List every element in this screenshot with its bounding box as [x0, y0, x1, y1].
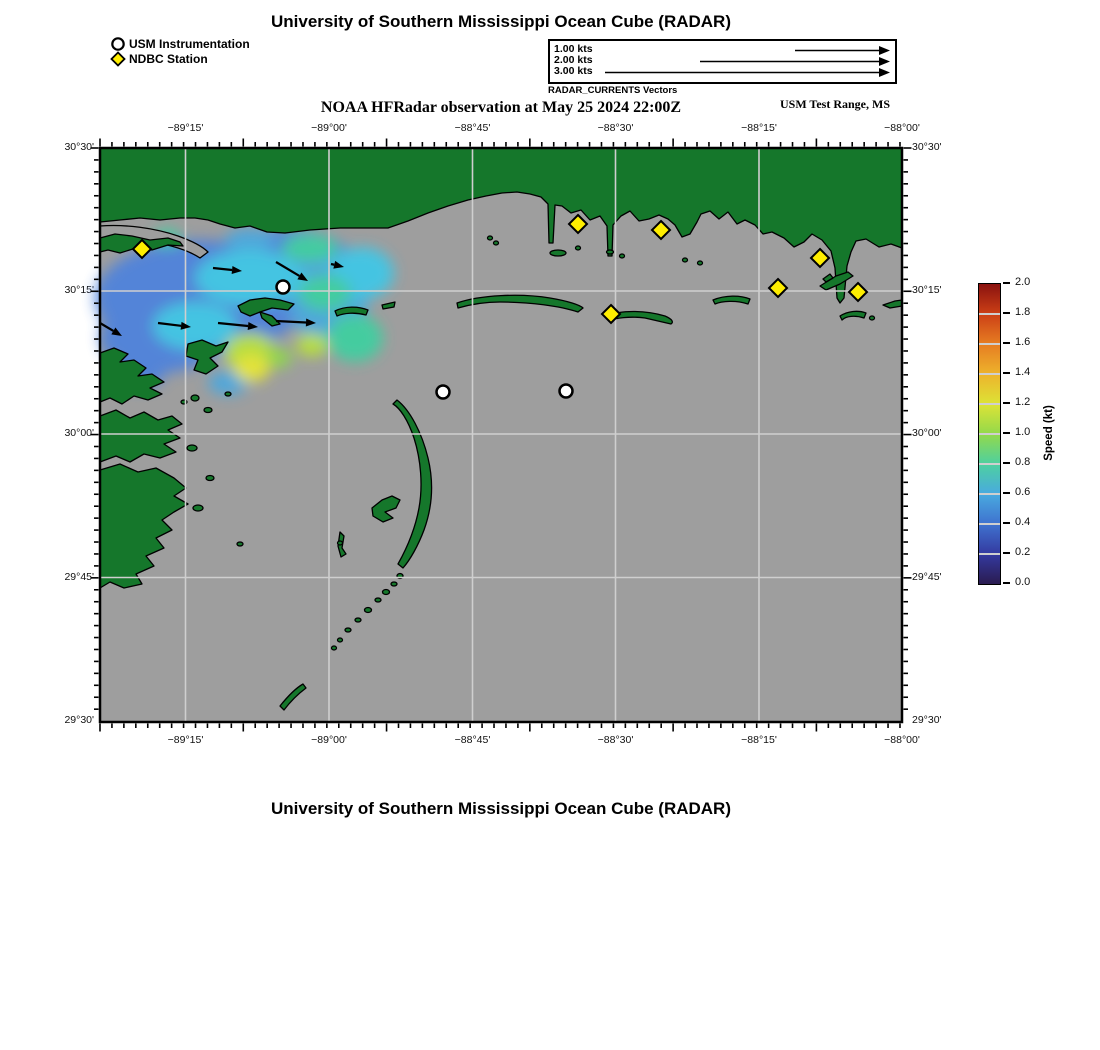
vector-scale-caption: RADAR_CURRENTS Vectors [548, 85, 678, 96]
land-marsh-3 [100, 410, 182, 462]
lon-label-bottom: −89°00' [311, 734, 347, 746]
colorbar [978, 283, 1001, 585]
page-title-bottom: University of Southern Mississippi Ocean Cube (RADAR) [270, 799, 731, 818]
vector-scale-3kt: 3.00 kts [554, 65, 593, 77]
colorbar-level-line [979, 403, 1000, 405]
lat-label-left: 29°45' [64, 570, 94, 583]
colorbar-tick-label: 2.0 [1015, 276, 1031, 288]
colorbar-tick-label: 1.6 [1015, 336, 1031, 348]
lat-label-right: 30°00' [912, 427, 942, 439]
ndbc-diamond-icon [110, 51, 127, 67]
lon-label-top: −88°15' [741, 122, 777, 134]
lat-label-right: 29°45' [912, 570, 942, 583]
usm-station-marker [437, 386, 450, 399]
colorbar-level-line [979, 313, 1000, 315]
colorbar-level-line [979, 373, 1000, 375]
colorbar-tick-label: 0.2 [1015, 546, 1031, 558]
colorbar-level-line [979, 463, 1000, 465]
colorbar-tick-label: 1.8 [1015, 306, 1031, 318]
vector-scale-box [548, 39, 897, 84]
colorbar-tick-label: 1.4 [1015, 366, 1031, 378]
station-legend [110, 36, 250, 66]
legend-row-ndbc [110, 51, 250, 66]
usm-circle-icon [110, 36, 127, 51]
colorbar-tick-label: 0.0 [1015, 576, 1031, 588]
vector-scale-2kt: 2.00 kts [554, 54, 593, 66]
colorbar-tick [1003, 402, 1010, 404]
lon-label-bottom: −88°30' [597, 734, 634, 746]
lat-label-right: 30°30' [912, 141, 942, 153]
colorbar-level-line [979, 553, 1000, 555]
lon-label-bottom: −88°00' [884, 734, 920, 746]
observation-subtitle: NOAA HFRadar observation at May 25 2024 22:00Z [320, 99, 682, 116]
colorbar-tick [1003, 312, 1010, 314]
vector-scale-arrows [550, 41, 895, 82]
lat-label-right: 29°30' [912, 713, 942, 726]
colorbar-tick-label: 0.4 [1015, 516, 1031, 528]
lat-label-right: 30°15' [912, 284, 942, 296]
colorbar-tick-label: 0.8 [1015, 456, 1031, 468]
colorbar-tick-label: 1.2 [1015, 396, 1031, 408]
lat-label-left: 29°30' [64, 713, 94, 726]
colorbar-tick [1003, 492, 1010, 494]
colorbar-tick [1003, 552, 1010, 554]
map-area [100, 148, 902, 722]
legend-label-usm: USM Instrumentation [129, 36, 250, 51]
colorbar-tick [1003, 342, 1010, 344]
usm-station-marker [560, 385, 573, 398]
colorbar-tick [1003, 522, 1010, 524]
lon-label-bottom: −88°15' [741, 734, 777, 746]
lon-label-top: −89°15' [167, 122, 204, 134]
legend-label-ndbc: NDBC Station [129, 51, 208, 66]
lon-label-top: −88°45' [454, 122, 491, 134]
colorbar-tick [1003, 462, 1010, 464]
lon-label-top: −88°30' [597, 122, 634, 134]
colorbar-level-line [979, 523, 1000, 525]
colorbar-level-line [979, 493, 1000, 495]
colorbar-tick-label: 0.6 [1015, 486, 1031, 498]
lat-label-left: 30°30' [64, 141, 94, 153]
usm-station-marker [277, 281, 290, 294]
colorbar-level-line [979, 343, 1000, 345]
colorbar-title: Speed (kt) [1043, 405, 1055, 461]
map-svg [100, 148, 902, 722]
lon-label-bottom: −89°15' [167, 734, 204, 746]
lat-label-left: 30°00' [64, 427, 94, 439]
lon-label-top: −88°00' [884, 122, 920, 134]
colorbar-tick [1003, 582, 1010, 584]
page-title: University of Southern Mississippi Ocean Cube (RADAR) [270, 12, 731, 31]
vector-scale-1kt: 1.00 kts [554, 43, 593, 55]
legend-row-usm [110, 36, 250, 51]
colorbar-level-line [979, 433, 1000, 435]
lat-label-left: 30°15' [64, 284, 94, 296]
lon-label-top: −89°00' [311, 122, 347, 134]
colorbar-tick-label: 1.0 [1015, 426, 1031, 438]
lon-label-bottom: −88°45' [454, 734, 491, 746]
colorbar-tick [1003, 432, 1010, 434]
colorbar-tick [1003, 282, 1010, 284]
colorbar-tick [1003, 372, 1010, 374]
test-range-label: USM Test Range, MS [779, 97, 890, 111]
